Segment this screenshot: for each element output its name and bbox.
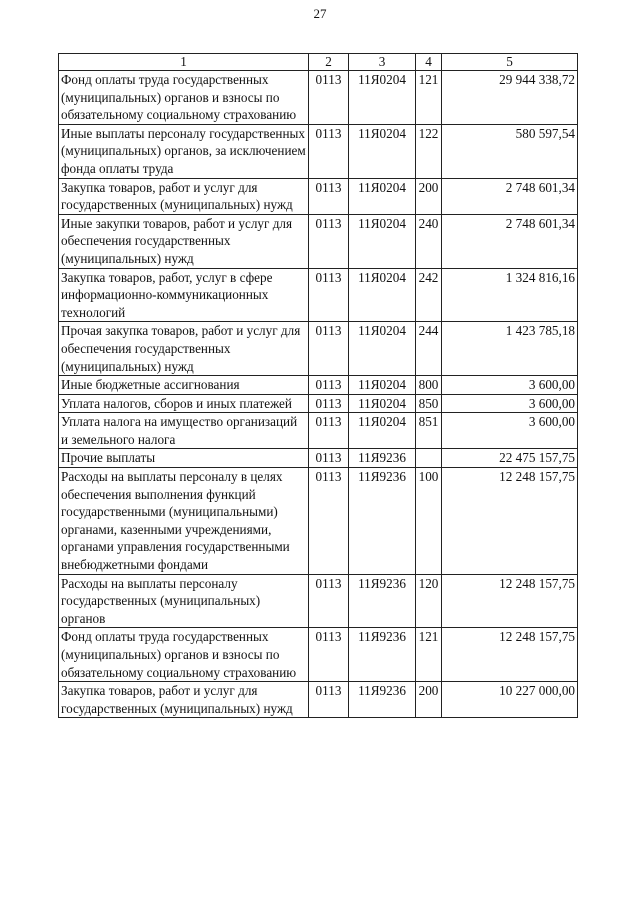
- row-expense-type-code: [416, 449, 442, 468]
- row-section-code: 0113: [309, 574, 349, 628]
- table-row: [59, 124, 578, 178]
- row-expense-type-code: 100: [416, 468, 442, 575]
- row-expense-type-code: 800: [416, 376, 442, 395]
- row-section-code: 0113: [309, 268, 349, 322]
- row-expense-type-code: 850: [416, 394, 442, 413]
- row-section-code: 0113: [309, 178, 349, 214]
- row-name-cell: Закупка товаров, работ, услуг в сфере информационно-коммуникационных технологий: [59, 268, 309, 322]
- header-cell-2: 2: [309, 54, 349, 71]
- row-amount: 2 748 601,34: [442, 178, 578, 214]
- row-section-code: 0113: [309, 449, 349, 468]
- row-article-code: 11Я0204: [349, 268, 416, 322]
- row-article-code: 11Я0204: [349, 322, 416, 376]
- table-row: [59, 322, 578, 376]
- row-amount: 3 600,00: [442, 376, 578, 395]
- table-row: [59, 268, 578, 322]
- budget-table: [58, 53, 578, 718]
- row-amount: 580 597,54: [442, 124, 578, 178]
- row-article-code: 11Я0204: [349, 413, 416, 449]
- table-row: [59, 413, 578, 449]
- row-expense-type-code: 200: [416, 682, 442, 718]
- row-expense-type-code: 242: [416, 268, 442, 322]
- row-expense-type-code: 851: [416, 413, 442, 449]
- row-section-code: 0113: [309, 71, 349, 125]
- row-amount: 1 423 785,18: [442, 322, 578, 376]
- row-section-code: 0113: [309, 214, 349, 268]
- table-row: [59, 71, 578, 125]
- row-section-code: 0113: [309, 322, 349, 376]
- row-name-cell: Прочие выплаты: [59, 449, 309, 468]
- table-row: [59, 376, 578, 395]
- table-row: [59, 574, 578, 628]
- row-article-code: 11Я9236: [349, 468, 416, 575]
- page-number: 27: [313, 6, 327, 21]
- row-name-cell: Закупка товаров, работ и услуг для государственных (муниципальных) нужд: [59, 178, 309, 214]
- row-name-cell: Расходы на выплаты персоналу в целях обеспечения выполнения функций государственными (муниципальными) органами, казенными учреждениями, органами управления государственными внебюджетными фондами: [59, 468, 309, 575]
- row-name-cell: Уплата налога на имущество организаций и земельного налога: [59, 413, 309, 449]
- row-section-code: 0113: [309, 376, 349, 395]
- row-section-code: 0113: [309, 413, 349, 449]
- table-row: [59, 468, 578, 575]
- row-section-code: 0113: [309, 468, 349, 575]
- table-header-row: [59, 54, 578, 71]
- row-amount: 2 748 601,34: [442, 214, 578, 268]
- row-name-cell: Расходы на выплаты персоналу государственных (муниципальных) органов: [59, 574, 309, 628]
- row-name-cell: Иные закупки товаров, работ и услуг для обеспечения государственных (муниципальных) нужд: [59, 214, 309, 268]
- row-section-code: 0113: [309, 628, 349, 682]
- row-expense-type-code: 200: [416, 178, 442, 214]
- row-name-cell: Закупка товаров, работ и услуг для государственных (муниципальных) нужд: [59, 682, 309, 718]
- row-section-code: 0113: [309, 682, 349, 718]
- header-cell-1: 1: [59, 54, 309, 71]
- table-body: [59, 54, 578, 718]
- header-cell-5: 5: [442, 54, 578, 71]
- row-amount: 10 227 000,00: [442, 682, 578, 718]
- table-row: [59, 214, 578, 268]
- row-article-code: 11Я0204: [349, 394, 416, 413]
- table-row: [59, 394, 578, 413]
- row-article-code: 11Я0204: [349, 214, 416, 268]
- row-article-code: 11Я0204: [349, 178, 416, 214]
- header-cell-3: 3: [349, 54, 416, 71]
- row-article-code: 11Я0204: [349, 71, 416, 125]
- row-name-cell: Иные бюджетные ассигнования: [59, 376, 309, 395]
- row-article-code: 11Я9236: [349, 628, 416, 682]
- row-name-cell: Уплата налогов, сборов и иных платежей: [59, 394, 309, 413]
- row-article-code: 11Я0204: [349, 124, 416, 178]
- row-expense-type-code: 120: [416, 574, 442, 628]
- row-name-cell: Прочая закупка товаров, работ и услуг для обеспечения государственных (муниципальных) нужд: [59, 322, 309, 376]
- row-article-code: 11Я9236: [349, 574, 416, 628]
- row-expense-type-code: 244: [416, 322, 442, 376]
- row-article-code: 11Я9236: [349, 449, 416, 468]
- table-row: [59, 628, 578, 682]
- row-expense-type-code: 121: [416, 628, 442, 682]
- row-expense-type-code: 122: [416, 124, 442, 178]
- row-amount: 12 248 157,75: [442, 574, 578, 628]
- row-name-cell: Фонд оплаты труда государственных (муниципальных) органов и взносы по обязательному социальному страхованию: [59, 628, 309, 682]
- row-expense-type-code: 240: [416, 214, 442, 268]
- row-amount: 22 475 157,75: [442, 449, 578, 468]
- row-article-code: 11Я0204: [349, 376, 416, 395]
- table-row: [59, 178, 578, 214]
- row-amount: 12 248 157,75: [442, 468, 578, 575]
- row-amount: 29 944 338,72: [442, 71, 578, 125]
- row-name-cell: Иные выплаты персоналу государственных (муниципальных) органов, за исключением фонда оплаты труда: [59, 124, 309, 178]
- row-section-code: 0113: [309, 124, 349, 178]
- row-amount: 3 600,00: [442, 394, 578, 413]
- row-expense-type-code: 121: [416, 71, 442, 125]
- header-cell-4: 4: [416, 54, 442, 71]
- table-row: [59, 449, 578, 468]
- row-section-code: 0113: [309, 394, 349, 413]
- row-amount: 1 324 816,16: [442, 268, 578, 322]
- row-article-code: 11Я9236: [349, 682, 416, 718]
- table-row: [59, 682, 578, 718]
- row-amount: 3 600,00: [442, 413, 578, 449]
- row-name-cell: Фонд оплаты труда государственных (муниципальных) органов и взносы по обязательному социальному страхованию: [59, 71, 309, 125]
- row-amount: 12 248 157,75: [442, 628, 578, 682]
